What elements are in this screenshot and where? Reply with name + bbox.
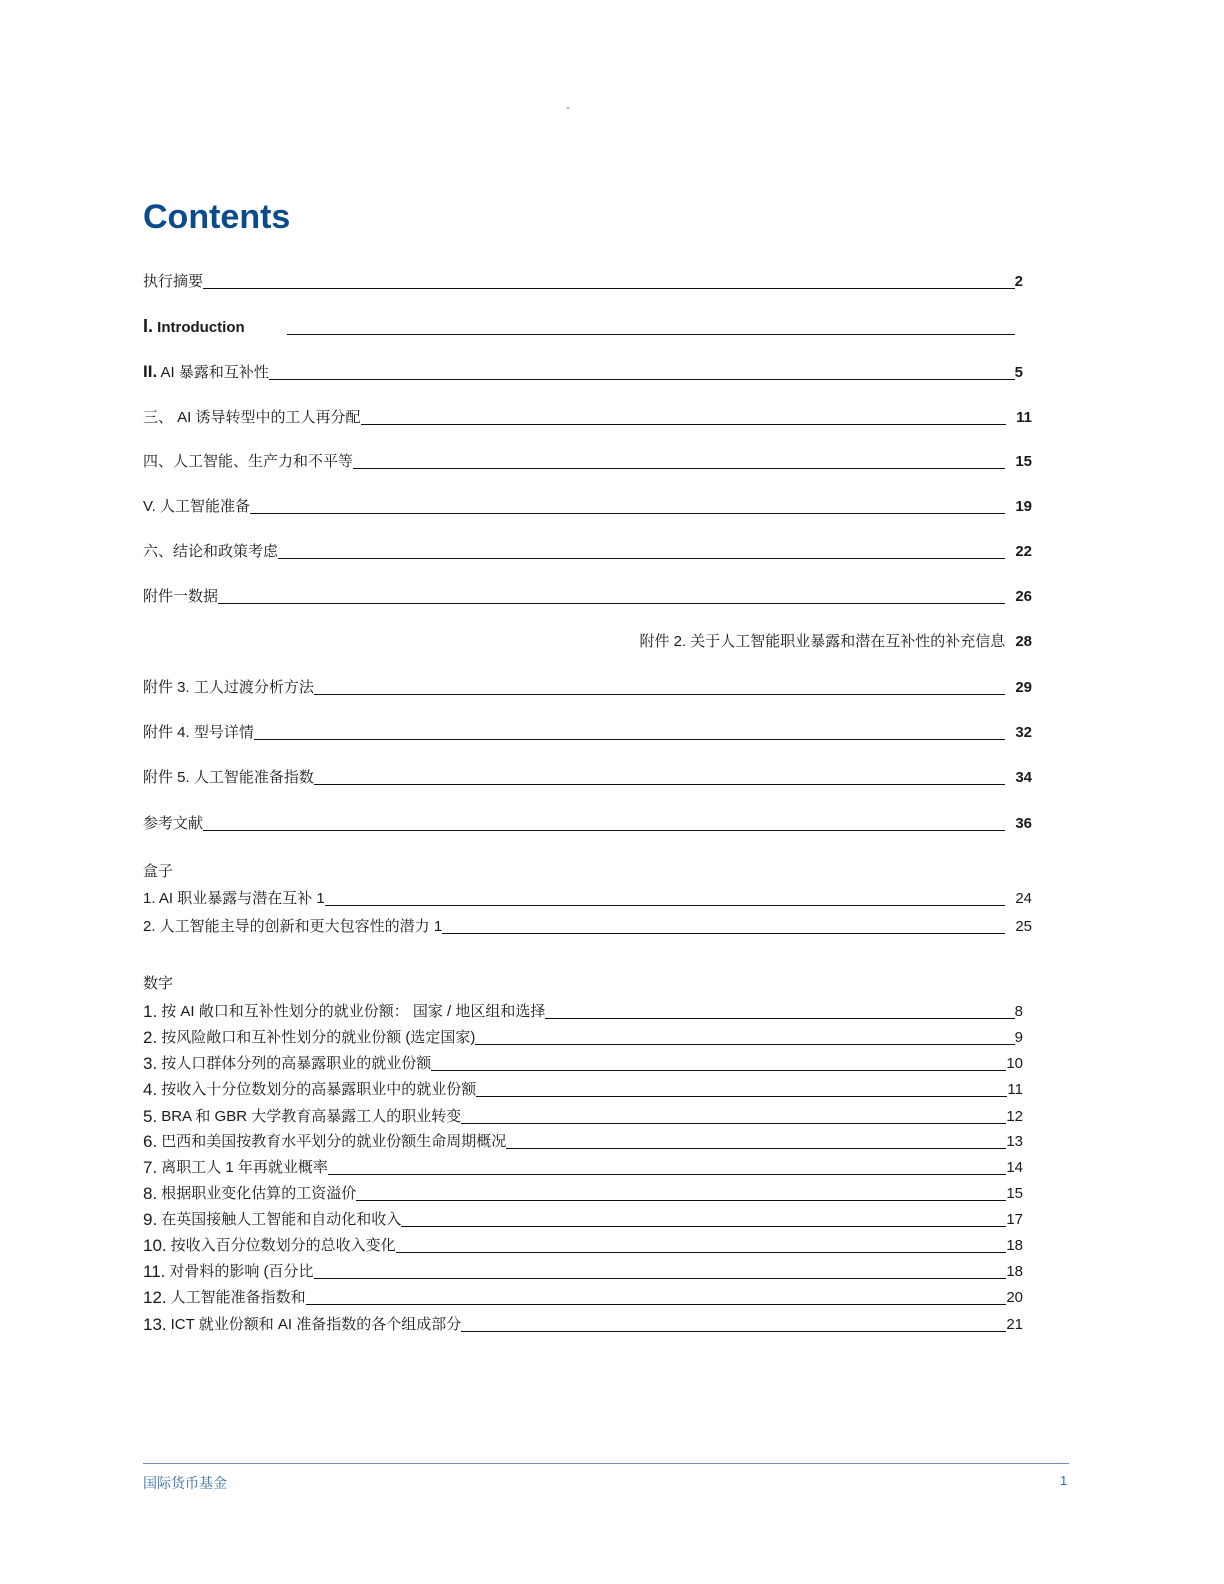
figure-page: 12	[1006, 1108, 1023, 1125]
figure-page: 15	[1006, 1185, 1023, 1202]
footer-rule	[143, 1463, 1069, 1464]
figure-label: 对骨料的影响 (百分比	[169, 1263, 314, 1280]
toc-page: 28	[1015, 633, 1032, 650]
leader-line	[401, 1226, 1006, 1227]
figure-row-12[interactable]	[143, 1284, 1023, 1308]
figure-label: 在英国接触人工智能和自动化和收入	[161, 1211, 402, 1228]
leader-line	[314, 1278, 1007, 1279]
figures-heading: 数字	[143, 975, 174, 992]
leader-line	[356, 1200, 1006, 1201]
toc-page: 29	[1015, 679, 1032, 696]
figure-row-1[interactable]	[143, 998, 1023, 1022]
figure-row-11[interactable]	[143, 1258, 1023, 1282]
figure-number: 7.	[143, 1158, 158, 1177]
leader-line	[218, 603, 1005, 604]
box-row-2[interactable]	[143, 913, 1032, 937]
figure-number: 8.	[143, 1184, 158, 1203]
leader-line	[314, 784, 1005, 785]
toc-page: 19	[1015, 498, 1032, 515]
toc-page: 15	[1015, 453, 1032, 470]
toc-label: I. Introduction	[143, 316, 245, 336]
leader-line	[476, 1096, 1007, 1097]
figure-page: 10	[1006, 1055, 1023, 1072]
toc-row-references[interactable]	[143, 810, 1032, 834]
toc-label: V. 人工智能准备	[143, 498, 250, 515]
box-page: 25	[1015, 918, 1032, 935]
toc-page: 22	[1015, 543, 1032, 560]
leader-line	[278, 558, 1005, 559]
leader-line	[314, 694, 1005, 695]
toc-row-summary[interactable]	[143, 268, 1023, 292]
figure-row-4[interactable]	[143, 1076, 1023, 1100]
figure-row-8[interactable]	[143, 1180, 1023, 1204]
toc-row-productivity[interactable]	[143, 448, 1032, 472]
figure-page: 18	[1006, 1237, 1023, 1254]
figure-label: 按收入百分位数划分的总收入变化	[170, 1237, 396, 1254]
figure-row-3[interactable]	[143, 1050, 1023, 1074]
leader-line	[442, 933, 1005, 934]
figure-row-5[interactable]	[143, 1103, 1023, 1127]
leader-line	[269, 379, 1015, 380]
leader-line	[250, 513, 1005, 514]
leader-line	[361, 424, 1007, 425]
figure-label: 根据职业变化估算的工资溢价	[161, 1185, 357, 1202]
leader-line	[328, 1174, 1006, 1175]
toc-label: 附件一数据	[143, 588, 219, 605]
toc-label: II. AI 暴露和互补性	[143, 362, 269, 381]
toc-page: 34	[1015, 769, 1032, 786]
figure-number: 11.	[143, 1262, 166, 1281]
figure-number: 6.	[143, 1132, 158, 1151]
leader-line	[353, 468, 1005, 469]
toc-row-annex-2[interactable]	[143, 628, 1032, 652]
figure-label: 按 AI 敞口和互补性划分的就业份额： 国家 / 地区组和选择	[161, 1003, 546, 1020]
toc-page: 26	[1015, 588, 1032, 605]
figure-row-7[interactable]	[143, 1154, 1023, 1178]
figure-page: 14	[1006, 1159, 1023, 1176]
figure-page: 8	[1014, 1003, 1023, 1020]
toc-page: 36	[1015, 815, 1032, 832]
figure-page: 9	[1014, 1029, 1023, 1046]
leader-line	[203, 288, 1015, 289]
figure-page: 20	[1006, 1289, 1023, 1306]
toc-row-annex-5[interactable]	[143, 764, 1032, 788]
figure-row-6[interactable]	[143, 1128, 1023, 1152]
figure-number: 10.	[143, 1236, 167, 1255]
leader-line	[306, 1304, 1007, 1305]
figure-number: 1.	[143, 1002, 158, 1021]
leader-line	[431, 1070, 1006, 1071]
box-label: 1. AI 职业暴露与潜在互补 1	[143, 890, 325, 907]
toc-label: 附件 4. 型号详情	[143, 724, 254, 741]
figure-number: 9.	[143, 1210, 158, 1229]
leader-line	[396, 1252, 1007, 1253]
figure-page: 18	[1006, 1263, 1023, 1280]
toc-row-exposure[interactable]	[143, 359, 1023, 383]
figure-label: 离职工人 1 年再就业概率	[161, 1159, 328, 1176]
boxes-heading: 盒子	[143, 863, 174, 880]
leader-line	[325, 905, 1006, 906]
toc-label: 六、结论和政策考虑	[143, 543, 279, 560]
figure-number: 13.	[143, 1315, 167, 1334]
figure-label: ICT 就业份额和 AI 准备指数的各个组成部分	[170, 1316, 462, 1333]
figure-page: 11	[1007, 1081, 1023, 1098]
leader-line	[545, 1018, 1014, 1019]
figure-label: 按风险敞口和互补性划分的就业份额 (选定国家)	[161, 1029, 476, 1046]
toc-label: 四、人工智能、生产力和不平等	[143, 453, 354, 470]
leader-line	[254, 739, 1005, 740]
figure-number: 4.	[143, 1080, 158, 1099]
figure-page: 21	[1006, 1316, 1023, 1333]
top-mark: -	[566, 100, 570, 114]
footer-page-number: 1	[1060, 1473, 1068, 1488]
page-title: Contents	[143, 198, 291, 236]
figure-number: 5.	[143, 1107, 158, 1126]
toc-row-annex-1[interactable]	[143, 583, 1032, 607]
toc-page: 32	[1015, 724, 1032, 741]
toc-label: 三、 AI 诱导转型中的工人再分配	[143, 409, 361, 426]
toc-label: 附件 3. 工人过渡分析方法	[143, 679, 314, 696]
figure-page: 17	[1006, 1211, 1023, 1228]
toc-label: 附件 2. 关于人工智能职业暴露和潜在互补性的补充信息	[639, 633, 1006, 650]
figure-number: 3.	[143, 1054, 158, 1073]
figure-number: 12.	[143, 1288, 167, 1307]
figure-label: 按收入十分位数划分的高暴露职业中的就业份额	[161, 1081, 477, 1098]
toc-label: 附件 5. 人工智能准备指数	[143, 769, 314, 786]
figure-row-10[interactable]	[143, 1232, 1023, 1256]
toc-page: 5	[1014, 364, 1023, 381]
toc-page: 2	[1014, 273, 1023, 290]
footer-org: 国际货币基金	[143, 1475, 227, 1491]
figure-label: 巴西和美国按教育水平划分的就业份额生命周期概况	[161, 1133, 507, 1150]
leader-line	[287, 334, 1015, 335]
leader-line	[203, 830, 1005, 831]
toc-label: 执行摘要	[143, 273, 204, 290]
toc-page: 11	[1016, 409, 1032, 426]
toc-row-annex-4[interactable]	[143, 719, 1032, 743]
figure-label: 人工智能准备指数和	[170, 1289, 306, 1306]
leader-line	[461, 1331, 1006, 1332]
figure-page: 13	[1006, 1133, 1023, 1150]
box-page: 24	[1015, 890, 1032, 907]
figure-label: 按人口群体分列的高暴露职业的就业份额	[161, 1055, 432, 1072]
figure-label: BRA 和 GBR 大学教育高暴露工人的职业转变	[161, 1108, 462, 1125]
figure-number: 2.	[143, 1028, 158, 1047]
figure-row-13[interactable]	[143, 1311, 1023, 1335]
toc-row-annex-3[interactable]	[143, 674, 1032, 698]
leader-line	[461, 1123, 1006, 1124]
toc-row-readiness[interactable]	[143, 493, 1032, 517]
leader-line	[506, 1148, 1006, 1149]
toc-label: 参考文献	[143, 815, 204, 832]
toc-row-reallocation[interactable]	[143, 404, 1032, 428]
box-row-1[interactable]	[143, 885, 1032, 909]
figure-row-2[interactable]	[143, 1024, 1023, 1048]
toc-row-conclusion[interactable]	[143, 538, 1032, 562]
box-label: 2. 人工智能主导的创新和更大包容性的潜力 1	[143, 918, 443, 935]
leader-line	[475, 1044, 1014, 1045]
toc-row-introduction[interactable]	[143, 314, 1015, 338]
figure-row-9[interactable]	[143, 1206, 1023, 1230]
